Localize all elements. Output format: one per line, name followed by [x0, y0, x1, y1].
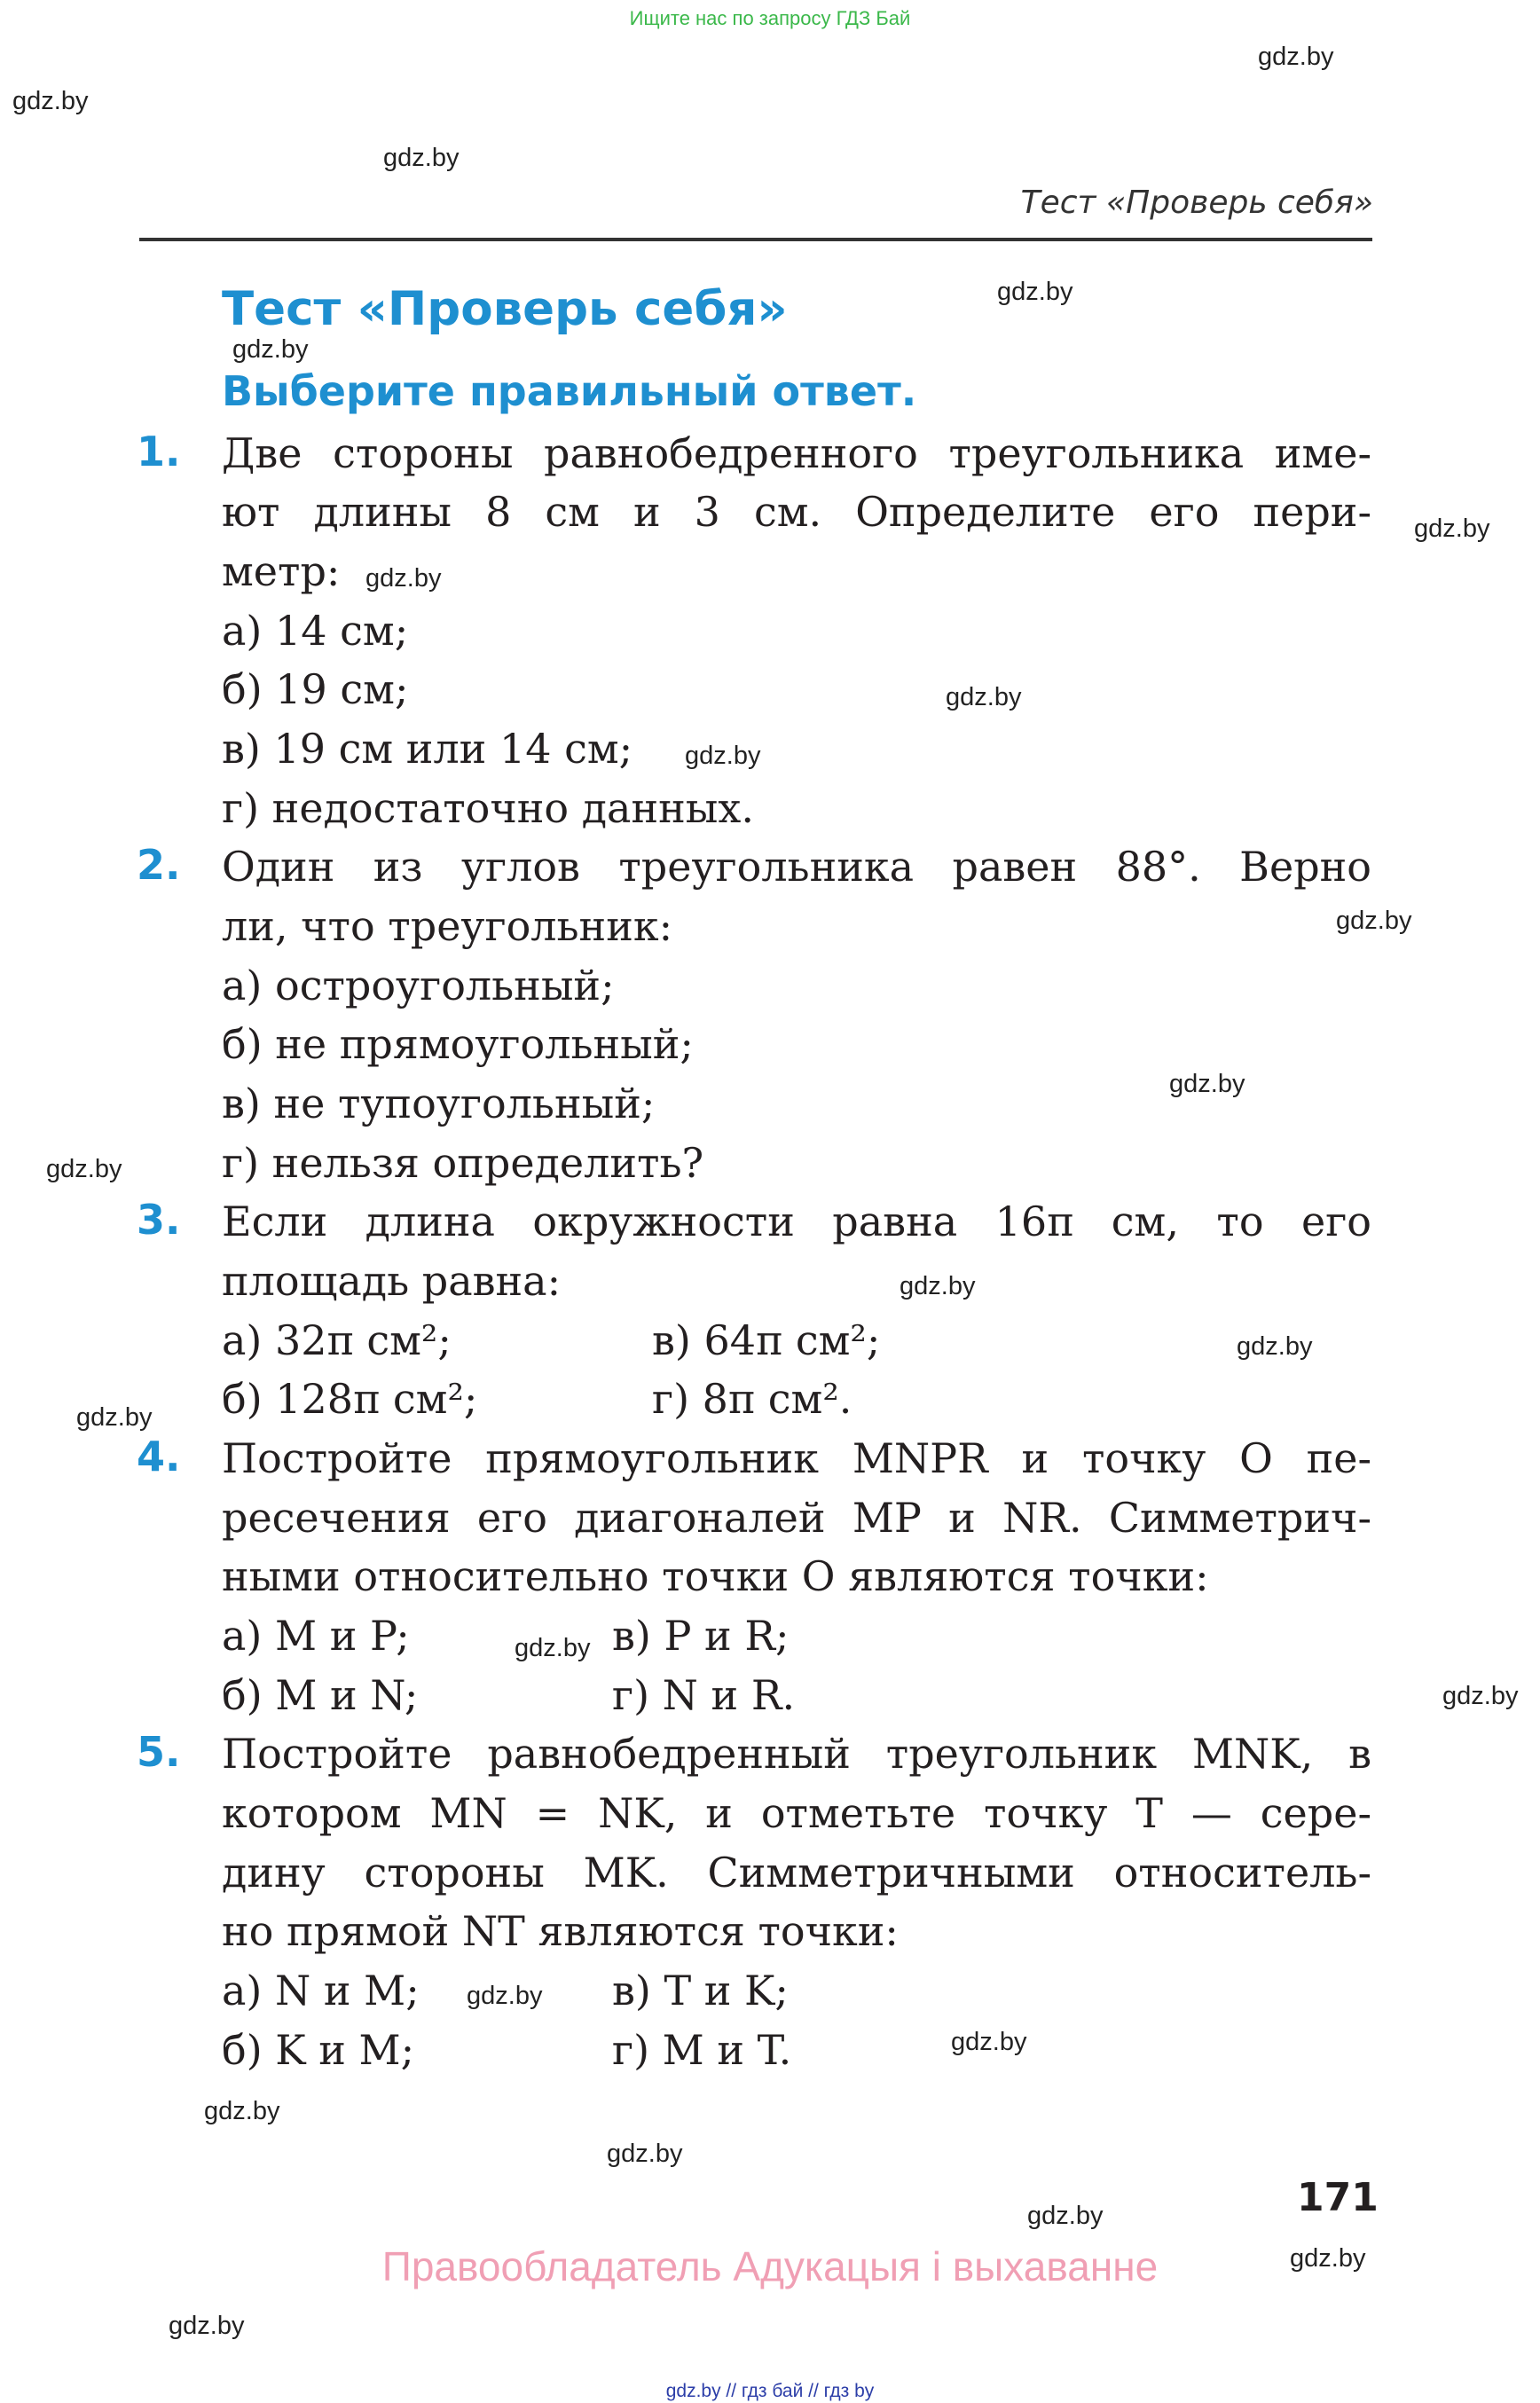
- footer-links[interactable]: gdz.by // гдз бай // гдз by: [665, 2381, 875, 2401]
- watermark: gdz.by: [365, 564, 442, 593]
- answer-option: г) нельзя определить?: [222, 1139, 704, 1187]
- question-number: 2.: [137, 841, 181, 889]
- watermark: gdz.by: [685, 742, 761, 770]
- answer-option: г) N и R.: [612, 1671, 796, 1719]
- question-line: Постройте равнобедренный треугольник MNK, в: [222, 1730, 1371, 1778]
- answer-option: б) 128π см²;: [222, 1375, 478, 1423]
- watermark: gdz.by: [1290, 2244, 1366, 2273]
- question-line: дину стороны MK. Симметричными относитель-: [222, 1849, 1371, 1896]
- question-line: но прямой NT являются точки:: [222, 1907, 899, 1955]
- watermark: gdz.by: [1442, 1682, 1519, 1710]
- watermark: gdz.by: [76, 1403, 153, 1432]
- answer-option: в) P и R;: [612, 1612, 790, 1660]
- watermark: gdz.by: [946, 683, 1022, 711]
- watermark: gdz.by: [204, 2097, 280, 2125]
- question-line: Постройте прямоугольник MNPR и точку O пе-: [222, 1434, 1371, 1482]
- instruction: Выберите правильный ответ.: [222, 367, 917, 415]
- watermark: gdz.by: [515, 1634, 591, 1662]
- question-number: 4.: [137, 1433, 181, 1480]
- watermark: gdz.by: [1169, 1070, 1245, 1098]
- question-line: ли, что треугольник:: [222, 902, 673, 950]
- answer-option: в) T и K;: [612, 1967, 789, 2014]
- answer-option: г) 8π см².: [652, 1375, 852, 1423]
- answer-option: а) N и M;: [222, 1967, 420, 2014]
- rights-notice: Правообладатель Адукацыя і выхаванне: [381, 2243, 1159, 2289]
- answer-option: б) M и N;: [222, 1671, 419, 1719]
- header-rule: [139, 238, 1372, 241]
- watermark: gdz.by: [997, 278, 1073, 306]
- question-number: 5.: [137, 1728, 181, 1776]
- top-banner[interactable]: Ищите нас по запросу ГДЗ Бай: [629, 7, 911, 29]
- answer-option: г) недостаточно данных.: [222, 784, 754, 832]
- watermark: gdz.by: [1414, 514, 1490, 543]
- answer-option: б) не прямоугольный;: [222, 1020, 694, 1068]
- page-title: Тест «Проверь себя»: [222, 282, 788, 336]
- question-line: ют длины 8 см и 3 см. Определите его пери-: [222, 488, 1371, 536]
- running-header: Тест «Проверь себя»: [1020, 185, 1373, 221]
- question-number: 3.: [137, 1196, 181, 1244]
- answer-option: б) K и M;: [222, 2026, 415, 2074]
- answer-option: а) остроугольный;: [222, 962, 615, 1009]
- question-number: 1.: [137, 428, 181, 475]
- watermark: gdz.by: [951, 2028, 1027, 2056]
- question-line: ресечения его диагоналей MP и NR. Симметрич-: [222, 1494, 1371, 1542]
- watermark: gdz.by: [900, 1272, 976, 1300]
- answer-option: в) 64π см²;: [652, 1316, 881, 1364]
- watermark: gdz.by: [1258, 43, 1334, 71]
- answer-option: а) 14 см;: [222, 607, 409, 655]
- watermark: gdz.by: [169, 2312, 245, 2340]
- answer-option: в) не тупоугольный;: [222, 1080, 656, 1127]
- answer-option: в) 19 см или 14 см;: [222, 725, 633, 773]
- question-line: ными относительно точки O являются точки:: [222, 1552, 1209, 1600]
- watermark: gdz.by: [232, 335, 309, 364]
- page-number: 171: [1297, 2175, 1379, 2220]
- question-line: Если длина окружности равна 16π см, то его: [222, 1198, 1371, 1245]
- watermark: gdz.by: [383, 144, 460, 172]
- question-line: метр:: [222, 547, 341, 595]
- watermark: gdz.by: [1336, 907, 1412, 935]
- watermark: gdz.by: [607, 2140, 683, 2168]
- watermark: gdz.by: [467, 1982, 543, 2010]
- question-line: Один из углов треугольника равен 88°. Верно: [222, 843, 1371, 891]
- watermark: gdz.by: [1027, 2202, 1104, 2230]
- watermark: gdz.by: [12, 87, 89, 115]
- answer-option: б) 19 см;: [222, 665, 409, 713]
- question-line: Две стороны равнобедренного треугольника име-: [222, 429, 1371, 477]
- question-line: котором MN = NK, и отметьте точку T — сере-: [222, 1789, 1371, 1837]
- watermark: gdz.by: [46, 1155, 122, 1183]
- watermark: gdz.by: [1237, 1332, 1313, 1361]
- question-line: площадь равна:: [222, 1257, 562, 1305]
- answer-option: г) M и T.: [612, 2026, 792, 2074]
- answer-option: а) 32π см²;: [222, 1316, 452, 1364]
- answer-option: а) M и P;: [222, 1612, 410, 1660]
